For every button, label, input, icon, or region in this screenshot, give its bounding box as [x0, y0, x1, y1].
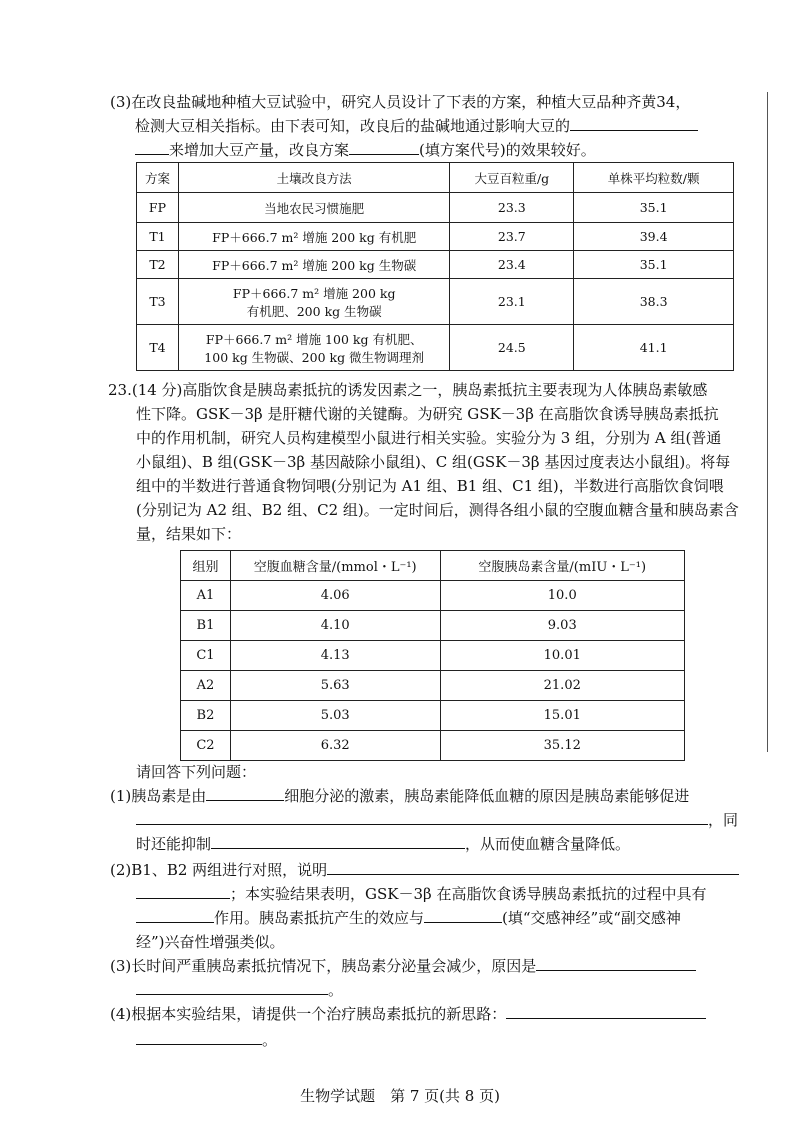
table-cell: 10.0	[440, 581, 685, 611]
table-header: 方案	[137, 163, 179, 193]
q23-line: 量，结果如下：	[136, 525, 242, 543]
q3-line2	[136, 980, 343, 1000]
table-row	[137, 193, 734, 223]
q23-line: 小鼠组)、B 组(GSK－3β 基因敲除小鼠组)、C 组(GSK－3β 基因过度表达小鼠组)。将每	[136, 453, 731, 471]
table-cell: 4.06	[230, 581, 440, 611]
q1-line2	[136, 810, 738, 830]
table-cell: A1	[181, 581, 231, 611]
table-cell: T2	[137, 251, 179, 279]
table-header: 组别	[181, 551, 231, 581]
q4-text: 。	[262, 1031, 278, 1049]
answer-blank[interactable]	[136, 810, 708, 825]
table-cell: 21.02	[440, 671, 685, 701]
answer-blank[interactable]	[136, 884, 230, 899]
table-cell: 38.3	[574, 279, 734, 325]
table-cell: B1	[181, 611, 231, 641]
q1-text: ，同	[708, 811, 739, 829]
cell-line: 有机肥、200 kg 生物碳	[246, 303, 382, 319]
table-cell: T3	[137, 279, 179, 325]
q3-line3-text: 来增加大豆产量，改良方案	[169, 141, 350, 159]
q23-line: 23.(14 分)高脂饮食是胰岛素抵抗的诱发因素之一，胰岛素抵抗主要表现为人体胰岛素敏感	[108, 381, 708, 399]
table-soil-improvement	[136, 162, 734, 371]
answer-blank[interactable]	[136, 980, 328, 995]
q1-text: 细胞分泌的激素，胰岛素能降低血糖的原因是胰岛素能够促进	[284, 787, 690, 805]
table-row	[181, 671, 685, 701]
answer-blank[interactable]	[349, 140, 419, 155]
margin-rule	[767, 92, 768, 752]
table-cell: 4.10	[230, 611, 440, 641]
q23-line: (分别记为 A2 组、B2 组、C2 组)。一定时间后，测得各组小鼠的空腹血糖含量和胰岛素含	[136, 501, 739, 519]
table-row	[137, 251, 734, 279]
q2-line2	[136, 884, 706, 904]
q23-line: 中的作用机制，研究人员构建模型小鼠进行相关实验。实验分为 3 组，分别为 A 组(普通	[136, 429, 722, 447]
table-cell: FP＋666.7 m² 增施 200 kg 生物碳	[178, 251, 450, 279]
answer-blank[interactable]	[536, 956, 696, 971]
q2-text: 作用。胰岛素抵抗产生的效应与	[214, 909, 425, 927]
answer-blank[interactable]	[136, 1030, 262, 1045]
table-cell: 15.01	[440, 701, 685, 731]
q3-line1: (3)在改良盐碱地种植大豆试验中，研究人员设计了下表的方案，种植大豆品种齐黄34，	[110, 93, 691, 111]
questions-intro: 请回答下列问题：	[136, 763, 257, 781]
table-cell: 6.32	[230, 731, 440, 761]
table-cell	[178, 279, 450, 325]
table-cell: 24.5	[450, 325, 574, 371]
table-cell: 当地农民习惯施肥	[178, 193, 450, 223]
table-header: 单株平均粒数/颗	[574, 163, 734, 193]
table-row	[137, 223, 734, 251]
table-row	[181, 611, 685, 641]
table-cell: FP＋666.7 m² 增施 200 kg 有机肥	[178, 223, 450, 251]
table-row	[137, 279, 734, 325]
table-header: 空腹血糖含量/(mmol・L⁻¹)	[230, 551, 440, 581]
q2-line3	[136, 908, 681, 928]
q1-line1	[110, 786, 689, 806]
table-cell: 10.01	[440, 641, 685, 671]
cell-line: FP＋666.7 m² 增施 100 kg 有机肥、	[205, 331, 423, 347]
table-row	[181, 731, 685, 761]
table-header: 大豆百粒重/g	[450, 163, 574, 193]
table-row	[137, 325, 734, 371]
table-cell: B2	[181, 701, 231, 731]
page-footer: 生物学试题 第 7 页(共 8 页)	[300, 1087, 500, 1105]
table-cell: 35.1	[574, 193, 734, 223]
table-cell: 9.03	[440, 611, 685, 641]
table-header: 空腹胰岛素含量/(mIU・L⁻¹)	[440, 551, 685, 581]
table-cell: 23.7	[450, 223, 574, 251]
q1-text: (1)胰岛素是由	[110, 787, 207, 805]
table-cell: 39.4	[574, 223, 734, 251]
q2-line1	[110, 860, 739, 880]
answer-blank[interactable]	[136, 908, 214, 923]
table-cell: 5.63	[230, 671, 440, 701]
table-cell	[178, 325, 450, 371]
table-cell: FP	[137, 193, 179, 223]
q2-text: (填“交感神经”或“副交感神	[502, 909, 681, 927]
table-cell: 5.03	[230, 701, 440, 731]
q4-text: (4)根据本实验结果，请提供一个治疗胰岛素抵抗的新思路：	[110, 1005, 507, 1023]
answer-blank[interactable]	[506, 1004, 706, 1019]
q23-line: 组中的半数进行普通食物饲喂(分别记为 A1 组、B1 组、C1 组)，半数进行高脂饮食饲喂	[136, 477, 724, 495]
q1-text: 时还能抑制	[136, 835, 212, 853]
table-cell: 23.1	[450, 279, 574, 325]
table-cell: C2	[181, 731, 231, 761]
answer-blank[interactable]	[424, 908, 502, 923]
answer-blank[interactable]	[135, 140, 169, 155]
answer-blank[interactable]	[570, 116, 698, 131]
q3-line2-text: 检测大豆相关指标。由下表可知，改良后的盐碱地通过影响大豆的	[135, 117, 571, 135]
answer-blank[interactable]	[206, 786, 284, 801]
answer-blank[interactable]	[327, 860, 739, 875]
table-cell: 23.3	[450, 193, 574, 223]
table-cell: 35.1	[574, 251, 734, 279]
q1-text: ，从而使血糖含量降低。	[465, 835, 631, 853]
table-cell: T1	[137, 223, 179, 251]
cell-line: FP＋666.7 m² 增施 200 kg	[232, 285, 396, 301]
table-header: 土壤改良方法	[178, 163, 450, 193]
table-cell: C1	[181, 641, 231, 671]
q3-line2	[135, 116, 698, 136]
q3-line3-tail: (填方案代号)的效果较好。	[419, 141, 596, 159]
table-row	[181, 581, 685, 611]
table-row	[181, 641, 685, 671]
table-cell: 35.12	[440, 731, 685, 761]
answer-blank[interactable]	[211, 834, 465, 849]
table-cell: 23.4	[450, 251, 574, 279]
q3-text: 。	[328, 981, 344, 999]
q4-line1	[110, 1004, 706, 1024]
table-row	[181, 701, 685, 731]
q2-text: (2)B1、B2 两组进行对照，说明	[110, 861, 328, 879]
cell-line: 100 kg 生物碳、200 kg 微生物调理剂	[204, 349, 425, 365]
table-cell: 4.13	[230, 641, 440, 671]
table-blood-glucose	[180, 550, 685, 761]
q3-line3	[135, 140, 596, 160]
q1-line3	[136, 834, 630, 854]
q23-line: 性下降。GSK－3β 是肝糖代谢的关键酶。为研究 GSK－3β 在高脂饮食诱导胰岛素抵抗	[136, 405, 719, 423]
q2-line4: 经”)兴奋性增强类似。	[136, 933, 285, 951]
q3-text: (3)长时间严重胰岛素抵抗情况下，胰岛素分泌量会减少，原因是	[110, 957, 537, 975]
table-cell: T4	[137, 325, 179, 371]
q3-line1	[110, 956, 696, 976]
table-cell: 41.1	[574, 325, 734, 371]
q2-text: ；本实验结果表明，GSK－3β 在高脂饮食诱导胰岛素抵抗的过程中具有	[230, 885, 707, 903]
q4-line2	[136, 1030, 277, 1050]
table-cell: A2	[181, 671, 231, 701]
